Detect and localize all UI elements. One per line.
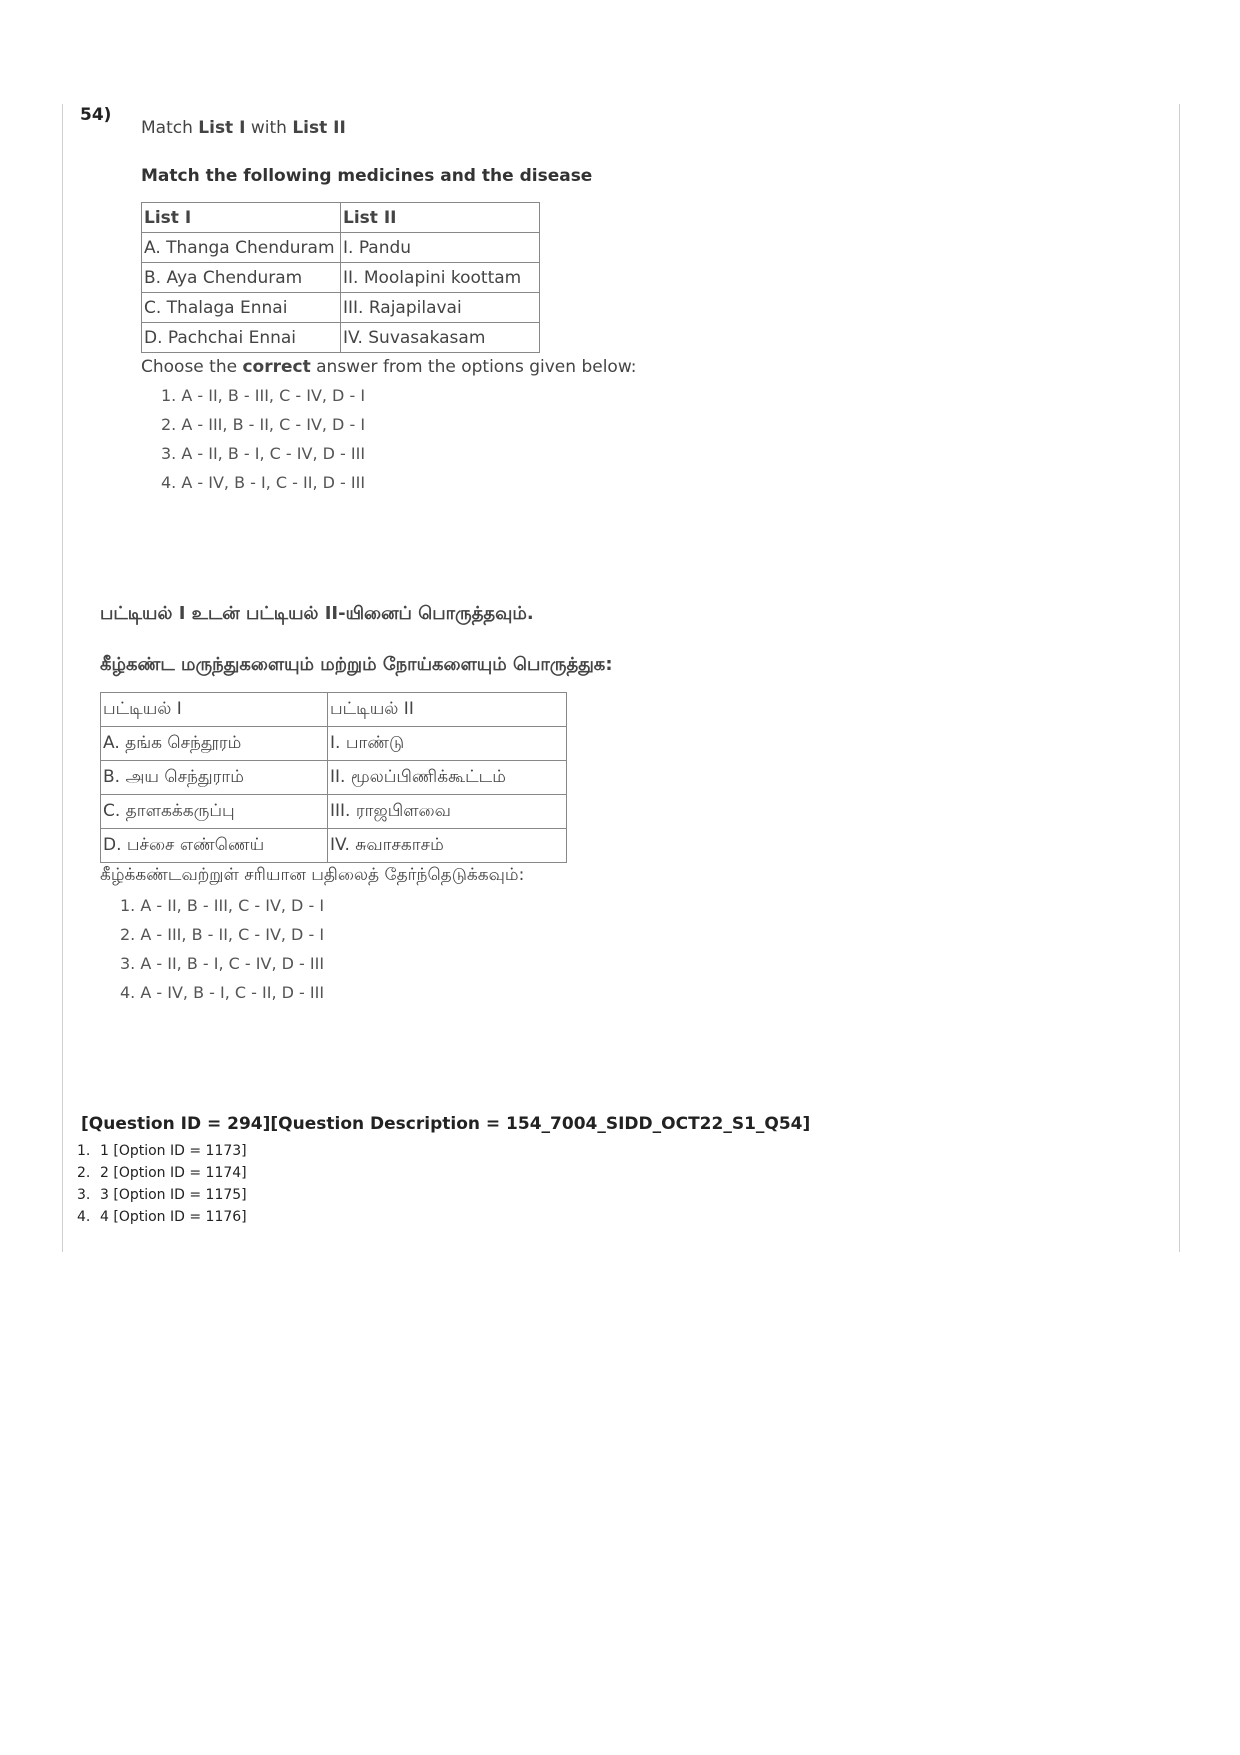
tamil-options-list	[100, 891, 680, 1007]
table-cell: D. பச்சை எண்ணெய்	[101, 829, 328, 863]
table-cell: B. Aya Chenduram	[142, 263, 341, 293]
table-cell: I. பாண்டு	[328, 727, 567, 761]
tamil-choose-instruction: கீழ்க்கண்டவற்றுள் சரியான பதிலைத் தேர்ந்தெடுக்கவும்:	[100, 865, 525, 885]
table-row	[101, 727, 567, 761]
table-cell: I. Pandu	[341, 233, 540, 263]
table-row	[142, 233, 540, 263]
table-cell: D. Pachchai Ennai	[142, 323, 341, 353]
tamil-instruction: பட்டியல் I உடன் பட்டியல் II-யினைப் பொருத்தவும்.	[100, 603, 534, 624]
table-cell: IV. Suvasakasam	[341, 323, 540, 353]
list-item: 2. A - III, B - II, C - IV, D - I	[161, 415, 366, 434]
choose-prefix: Choose the	[141, 357, 243, 377]
option-number: 3.	[77, 1187, 91, 1203]
match-table-english	[141, 202, 540, 353]
list-item: 2. A - III, B - II, C - IV, D - I	[120, 925, 325, 944]
table-header-row	[142, 203, 540, 233]
table-header-cell: List I	[142, 203, 341, 233]
list-item: 4. A - IV, B - I, C - II, D - III	[161, 473, 366, 492]
choose-instruction	[141, 357, 637, 377]
tamil-heading: கீழ்கண்ட மருந்துகளையும் மற்றும் நோய்களையும் பொருத்துக:	[100, 654, 613, 675]
match-table-tamil	[100, 692, 567, 863]
table-row	[101, 829, 567, 863]
table-header-cell: பட்டியல் I	[101, 693, 328, 727]
option-number: 4.	[77, 1209, 91, 1225]
table-cell: III. Rajapilavai	[341, 293, 540, 323]
table-header-row	[101, 693, 567, 727]
list1-label: List I	[198, 118, 246, 138]
question-number: 54)	[80, 105, 112, 125]
option-text: 2 [Option ID = 1174]	[100, 1165, 247, 1181]
option-text: 1 [Option ID = 1173]	[100, 1143, 247, 1159]
table-cell: B. அய செந்துராம்	[101, 761, 328, 795]
instruction-prefix: Match	[141, 118, 199, 138]
table-cell: A. தங்க செந்தூரம்	[101, 727, 328, 761]
table-cell: II. Moolapini koottam	[341, 263, 540, 293]
question-heading: Match the following medicines and the disease	[141, 166, 593, 186]
choose-suffix: answer from the options given below:	[310, 357, 637, 377]
answer-option	[77, 1140, 247, 1162]
option-number: 1.	[77, 1143, 91, 1159]
list2-label: List II	[292, 118, 346, 138]
answer-option	[77, 1206, 247, 1228]
table-cell: III. ராஜபிளவை	[328, 795, 567, 829]
list-item: 3. A - II, B - I, C - IV, D - III	[120, 954, 325, 973]
question-meta: [Question ID = 294][Question Description = 154_7004_SIDD_OCT22_S1_Q54]	[81, 1114, 811, 1134]
table-row	[101, 795, 567, 829]
option-text: 4 [Option ID = 1176]	[100, 1209, 247, 1225]
match-instruction	[141, 118, 637, 142]
list-item: 1. A - II, B - III, C - IV, D - I	[161, 386, 366, 405]
table-row	[142, 323, 540, 353]
tamil-section	[100, 603, 680, 1007]
list-item: 3. A - II, B - I, C - IV, D - III	[161, 444, 366, 463]
instruction-mid: with	[245, 118, 293, 138]
table-cell: II. மூலப்பிணிக்கூட்டம்	[328, 761, 567, 795]
option-text: 3 [Option ID = 1175]	[100, 1187, 247, 1203]
english-options-list	[141, 381, 637, 497]
list-item: 4. A - IV, B - I, C - II, D - III	[120, 983, 325, 1002]
table-cell: C. தாளகக்கருப்பு	[101, 795, 328, 829]
table-row	[142, 293, 540, 323]
choose-bold: correct	[242, 357, 311, 377]
table-cell: A. Thanga Chenduram	[142, 233, 341, 263]
table-row	[101, 761, 567, 795]
option-number: 2.	[77, 1165, 91, 1181]
english-section	[141, 118, 637, 497]
table-row	[142, 263, 540, 293]
answer-options-list	[77, 1140, 247, 1228]
table-header-cell: பட்டியல் II	[328, 693, 567, 727]
table-header-cell: List II	[341, 203, 540, 233]
answer-option	[77, 1184, 247, 1206]
answer-option	[77, 1162, 247, 1184]
table-cell: IV. சுவாசகாசம்	[328, 829, 567, 863]
list-item: 1. A - II, B - III, C - IV, D - I	[120, 896, 325, 915]
table-cell: C. Thalaga Ennai	[142, 293, 341, 323]
